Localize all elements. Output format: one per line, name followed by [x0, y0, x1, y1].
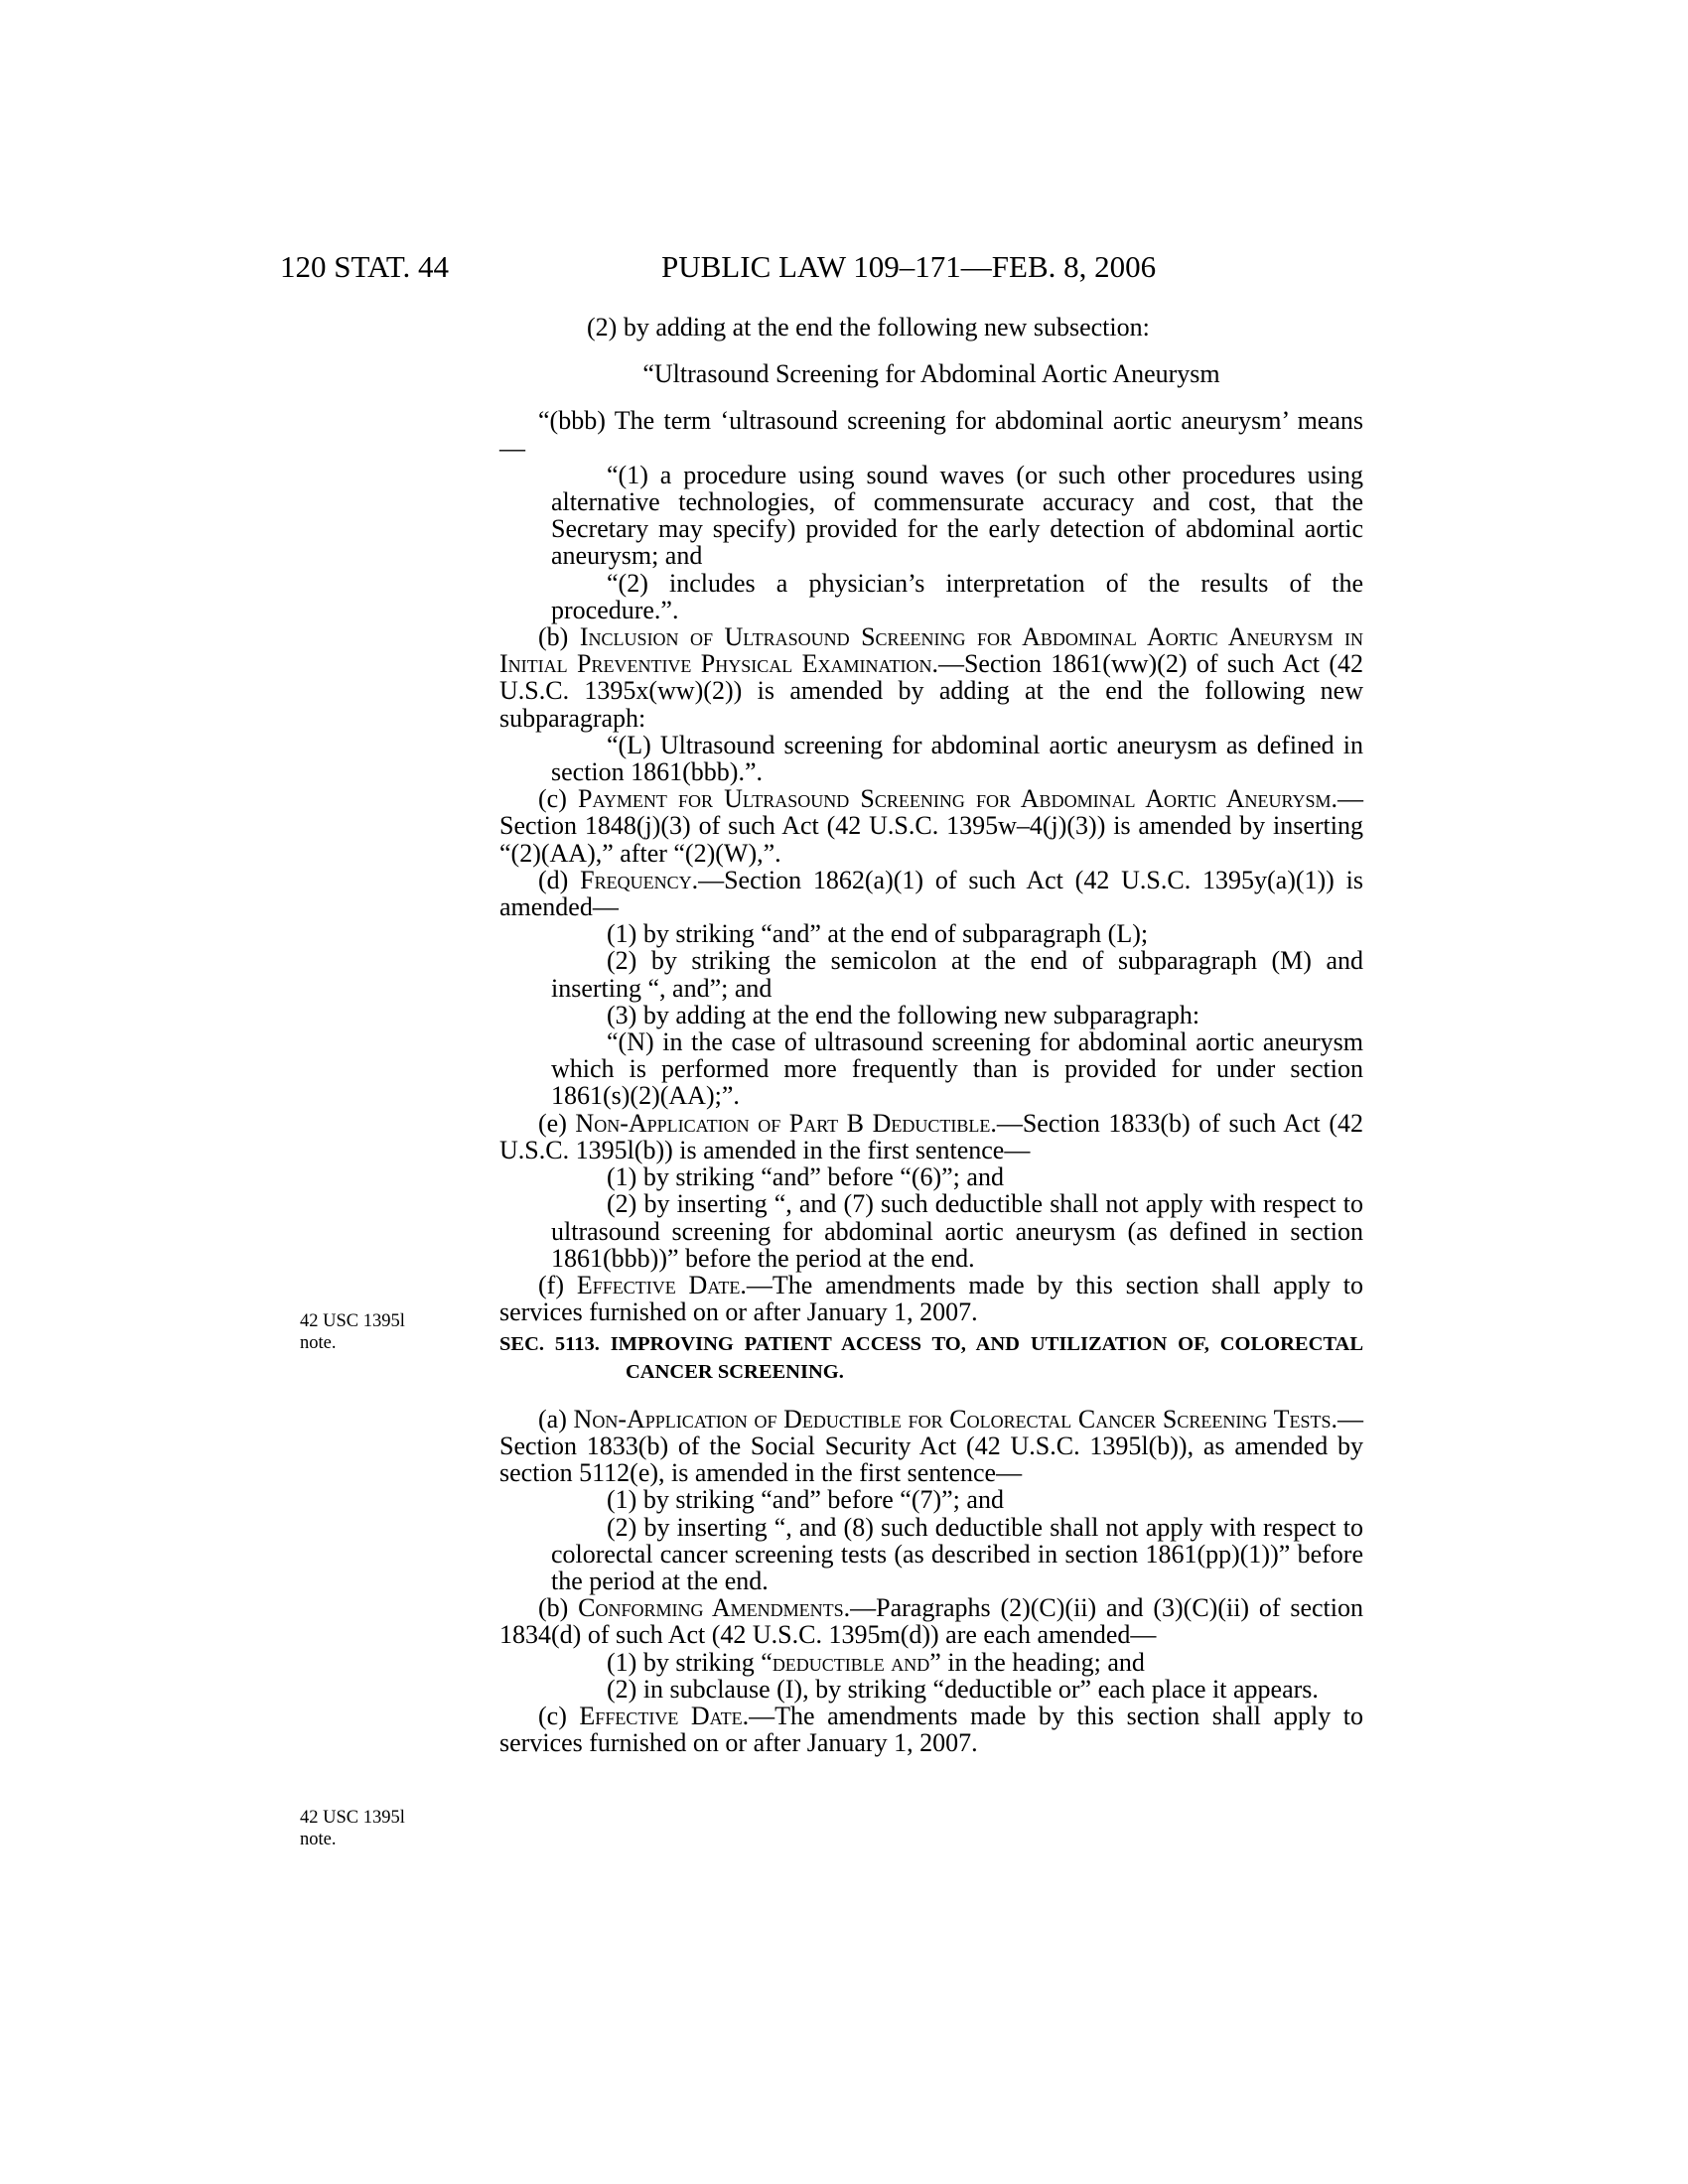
paragraph: (b) Inclusion of Ultrasound Screening for Abdominal Aortic Aneurysm in Initial Preventive Physical Examination.—Section 1861(ww)(2) of such Act (42 U.S.C. 1395x(ww)(2)) is amended by adding at the end the following new subparagraph:: [499, 622, 1363, 733]
paragraph: (2) by adding at the end the following new subsection:: [587, 313, 1150, 341]
paragraph: (1) by striking “and” before “(6)”; and: [607, 1162, 1004, 1192]
paragraph: (3) by adding at the end the following new subparagraph:: [607, 1000, 1200, 1029]
paragraph: (1) by striking “and” at the end of subparagraph (L);: [607, 919, 1149, 949]
paragraph: (a) Non-Application of Deductible for Colorectal Cancer Screening Tests.—Section 1833(b) of the Social Security Act (42 U.S.C. 1395l(b)), as amended by section 5112(e), is amended in the first sentence—: [499, 1404, 1363, 1488]
paragraph: (c) Effective Date.—The amendments made by this section shall apply to services furnished on or after January 1, 2007.: [499, 1701, 1363, 1758]
paragraph: “(N) in the case of ultrasound screening for abdominal aortic aneurysm which is performed more frequently than is provided for under section 1861(s)(2)(AA);”.: [551, 1027, 1363, 1111]
paragraph: “(1) a procedure using sound waves (or such other procedures using alternative technologies, of commensurate accuracy and cost, that the Secretary may specify) provided for the early detection of abdominal aortic aneurysm; and: [551, 460, 1363, 571]
paragraph: (c) Payment for Ultrasound Screening for Abdominal Aortic Aneurysm.—Section 1848(j)(3) of such Act (42 U.S.C. 1395w–4(j)(3)) is amended by inserting “(2)(AA),” after “(2)(W),”.: [499, 784, 1363, 868]
paragraph: “(L) Ultrasound screening for abdominal aortic aneurysm as defined in section 1861(bbb).”.: [551, 730, 1363, 787]
margin-note: 42 USC 1395l note.: [300, 1311, 405, 1353]
margin-note: 42 USC 1395l note.: [300, 1808, 405, 1849]
subsection-heading: “Ultrasound Screening for Abdominal Aortic Aneurysm: [642, 359, 1220, 389]
paragraph: (2) by inserting “, and (7) such deductible shall not apply with respect to ultrasound screening for abdominal aortic aneurysm (as defined in section 1861(bbb))” before the period at the end.: [551, 1189, 1363, 1273]
stat-page-number: 120 STAT. 44: [280, 249, 450, 284]
paragraph: (2) by striking the semicolon at the end of subparagraph (M) and inserting “, and”; and: [551, 946, 1363, 1003]
paragraph: “(2) includes a physician’s interpretation of the results of the procedure.”.: [551, 568, 1363, 624]
paragraph: (e) Non-Application of Part B Deductible.—Section 1833(b) of such Act (42 U.S.C. 1395l(b)) is amended in the first sentence—: [499, 1108, 1363, 1164]
paragraph: (1) by striking “deductible and” in the heading; and: [607, 1647, 1145, 1677]
paragraph: (2) by inserting “, and (8) such deductible shall not apply with respect to colorectal cancer screening tests (as described in section 1861(pp)(1))” before the period at the end.: [551, 1512, 1363, 1595]
section-heading: SEC. 5113. IMPROVING PATIENT ACCESS TO, AND UTILIZATION OF, COLORECTAL CANCER SCREENING.: [499, 1333, 1363, 1383]
paragraph: (f) Effective Date.—The amendments made by this section shall apply to services furnished on or after January 1, 2007.: [499, 1270, 1363, 1327]
page-title: PUBLIC LAW 109–171—FEB. 8, 2006: [661, 249, 1157, 284]
paragraph: (d) Frequency.—Section 1862(a)(1) of such Act (42 U.S.C. 1395y(a)(1)) is amended—: [499, 865, 1363, 922]
paragraph: (b) Conforming Amendments.—Paragraphs (2)(C)(ii) and (3)(C)(ii) of section 1834(d) of such Act (42 U.S.C. 1395m(d)) are each amended—: [499, 1593, 1363, 1650]
document-body: [499, 314, 1363, 1756]
paragraph: “(bbb) The term ‘ultrasound screening for abdominal aortic aneurysm’ means—: [499, 406, 1363, 463]
paragraph: (1) by striking “and” before “(7)”; and: [607, 1485, 1004, 1515]
paragraph: (2) in subclause (I), by striking “deductible or” each place it appears.: [607, 1674, 1319, 1704]
